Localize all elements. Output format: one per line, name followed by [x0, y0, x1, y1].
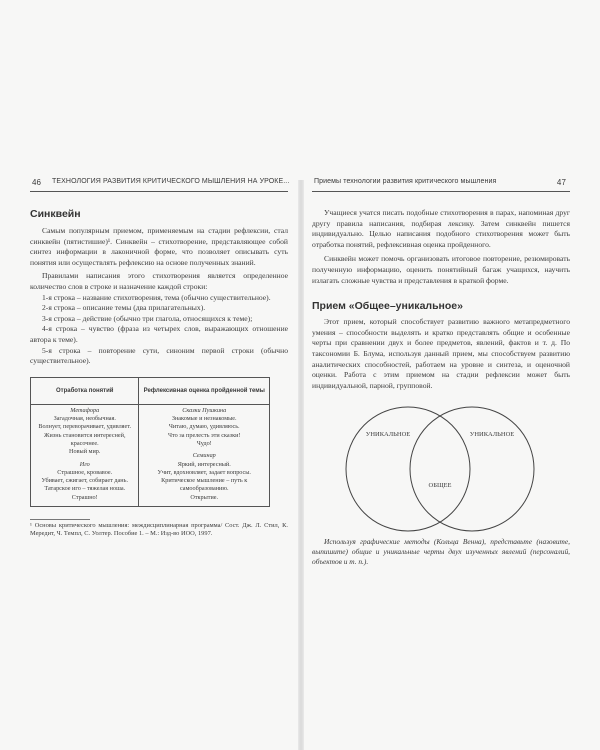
example-line: Учит, вдохновляет, задает вопросы.: [157, 468, 251, 476]
right-page: [312, 178, 570, 567]
venn-center-label: ОБЩЕЕ: [428, 482, 452, 490]
venn-caption: Используя графические методы (Кольца Венна), представьте (назовите, выпишите) общие и уникальные черты двух изученных явлений (персоналий, объектов и т. п.).: [312, 537, 570, 567]
example-line: Загадочная, необычная.: [53, 415, 116, 423]
paragraph: Правилами написания этого стихотворения является определенное количество слов в строке и назначение каждой строки:: [30, 271, 288, 291]
rule-line: 2-я строка – описание темы (два прилагательных).: [42, 303, 206, 313]
rule-line: 4-я строка – чувство (фраза из четырех слов, выражающих отношение автора к теме).: [30, 324, 288, 344]
left-running-head: [30, 178, 288, 192]
rule-line: 5-я строка – повторение сути, синоним первой строки (обычно существительное).: [30, 345, 288, 366]
rule-line: 1-я строка – название стихотворения, тема (обычно существительное).: [42, 292, 271, 302]
table-cell: [139, 404, 270, 506]
example-line: Открытие.: [190, 493, 219, 501]
venn-diagram: [340, 403, 540, 533]
table-header: Рефлексивная оценка пройденной темы: [139, 377, 270, 404]
example-title: Сказки Пушкина: [182, 406, 227, 414]
footnote-rule: [30, 519, 90, 520]
left-page: [30, 178, 288, 539]
venn-right-circle: [410, 407, 534, 531]
section-heading-sinkwain: Синквейн: [30, 208, 81, 220]
example-line: Знакомые и незнакомые.: [171, 415, 237, 423]
table-header: Отработка понятий: [31, 377, 139, 404]
example-line: Новый мир.: [69, 448, 101, 456]
paragraph: Самым популярным приемом, применяемым на стадии рефлексии, стал синквейн (пятистишие)¹. Синквейн – стихотворение, представляющее собой синтез информации в лаконичной форме, что позволяет описывать суть понятия или осуществлять рефлексию на основе полученных знаний.: [30, 226, 288, 267]
paragraph: Учащиеся учатся писать подобные стихотворения в парах, напоминая друг другу правила написания, подбирая лексику. Затем синквейн пишется индивидуально. Целью написания подобного стихотворения может быть отработка понятий, рефлексивная оценка пройденного.: [312, 208, 570, 249]
example-title: Метафора: [70, 406, 100, 414]
right-page-number: 47: [556, 178, 566, 187]
example-line: Страшное, кровавое.: [57, 468, 113, 476]
right-running-title: Приемы технологии развития критического мышления: [314, 178, 497, 185]
left-running-title: ТЕХНОЛОГИЯ РАЗВИТИЯ КРИТИЧЕСКОГО МЫШЛЕНИЯ НА УРОКЕ...: [52, 178, 290, 185]
example-line: Татарское иго – тяжелая ноша.: [44, 485, 126, 493]
book-gutter: [298, 180, 304, 750]
sinkwain-examples-table: [30, 377, 270, 507]
example-line: Яркий, интересный.: [177, 460, 231, 468]
example-title: Семинар: [192, 452, 216, 460]
table-cell: [31, 404, 139, 506]
example-title: Иго: [79, 460, 90, 468]
footnote: ¹ Основы критического мышления: междисциплинарная программа/ Сост. Дж. Л. Стил, К. Мередит, Ч. Темпл, С. Уолтер. Пособие 1. – М.: Изд-во ИОО, 1997.: [30, 521, 288, 538]
example-line: Читаю, думаю, удивляюсь.: [168, 423, 240, 431]
rule-line: 3-я строка – действие (обычно три глагола, относящихся к теме);: [42, 313, 253, 323]
venn-right-label: УНИКАЛЬНОЕ: [469, 431, 515, 439]
example-line: Волнует, переворачивает, удивляет.: [38, 423, 132, 431]
venn-left-circle: [346, 407, 470, 531]
example-line: Жизнь становится интересней, красочнее.: [43, 431, 126, 447]
section-heading-common-unique: Прием «Общее–уникальное»: [312, 300, 463, 313]
paragraph: Этот прием, который способствует развитию важного метапредметного умения – способности выделять и кратко представлять общие и особенные черты при сравнении двух и более предметов, явлений, фактов и т. д. По таксономии Б. Блума, используя данный прием, мы способствуем развитию аналитических способностей, работаем на уровне и синтеза, и оценочной оценки. Работа с этим приемом на стадии рефлексии может быть индивидуальной, парной, групповой.: [312, 317, 570, 390]
left-page-number: 46: [32, 178, 42, 187]
example-line: Страшно!: [71, 493, 98, 501]
paragraph: Синквейн может помочь организовать итоговое повторение, резюмировать полученную информацию, оценить понятийный багаж учащихся, научить излагать сложные чувства и представления в краткой форме.: [312, 254, 570, 285]
example-line: Критическое мышление – путь к самообразованию.: [161, 477, 248, 493]
example-line: Убивает, сжигает, собирает дань.: [41, 477, 128, 485]
venn-left-label: УНИКАЛЬНОЕ: [365, 431, 411, 439]
example-line: Что за прелесть эти сказки!: [168, 431, 241, 439]
example-line: Чудо!: [196, 439, 212, 447]
right-running-head: [312, 178, 570, 192]
